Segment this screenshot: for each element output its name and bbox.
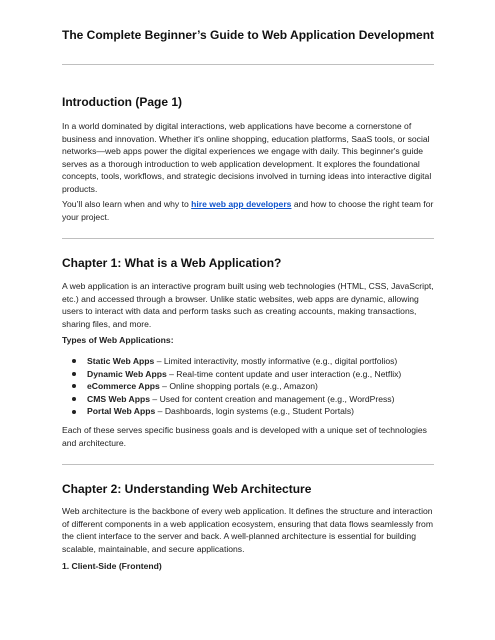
hire-web-app-developers-link[interactable]: hire web app developers [191, 199, 292, 209]
document-title: The Complete Beginner’s Guide to Web Application Development [62, 28, 435, 42]
type-name: Dynamic Web Apps [87, 368, 167, 379]
chapter1-heading: Chapter 1: What is a Web Application? [62, 256, 282, 270]
chapter1-paragraph: A web application is an interactive program built using web technologies (HTML, CSS, JavaScript, etc.) and accessed through a browser. Unlike static websites, web apps are dynamic, allowing users to interact with data and perform tasks such as creating accounts, making transactions, sharing files, and more. [62, 281, 434, 329]
type-name: CMS Web Apps [87, 393, 151, 404]
bullet-icon [72, 397, 76, 401]
bullet-icon [72, 410, 76, 414]
list-item [62, 355, 442, 368]
hire-text-before: You’ll also learn when and why to [62, 199, 192, 209]
type-desc: – Limited interactivity, mostly informative (e.g., digital portfolios) [154, 356, 398, 366]
intro-hire-paragraph [62, 198, 438, 223]
divider [62, 238, 434, 239]
list-item [62, 393, 442, 406]
type-name: eCommerce Apps [87, 381, 160, 392]
bullet-icon [72, 372, 76, 376]
chapter2-heading: Chapter 2: Understanding Web Architecture [62, 482, 312, 496]
intro-paragraph: In a world dominated by digital interactions, web applications have become a cornerstone of business and innovation. Whether it's online shopping, education platforms, SaaS tools, or social networks—web apps power the digital experiences we engage with daily. This beginner's guide serves as a thorough introduction to web application development. It explores the foundational concepts, tools, workflows, and strategic decisions involved in turning ideas into interactive digital products. [62, 121, 432, 194]
hire-text-after: and how to choose the right team for your project. [62, 199, 434, 222]
chapter2-paragraph: Web architecture is the backbone of every web application. It defines the structure and interaction of different components in a web application ecosystem, ensuring that data flows seamlessly from the client interface to the server and back. A well-planned architecture is essential for building scalable, maintainable, and secure applications. [62, 506, 433, 554]
list-item [62, 380, 442, 393]
types-heading: Types of Web Applications: [62, 335, 174, 345]
bullet-icon [72, 384, 76, 388]
chapter1-closing-paragraph: Each of these serves specific business goals and is developed with a unique set of technologies and architecture. [62, 425, 427, 448]
bullet-icon [72, 359, 76, 363]
type-desc: – Online shopping portals (e.g., Amazon) [159, 381, 318, 392]
list-item [62, 405, 442, 418]
client-side-subheading: 1. Client-Side (Frontend) [62, 561, 162, 571]
type-name: Portal Web Apps [87, 406, 156, 417]
types-list [62, 355, 442, 418]
type-desc: – Real-time content update and user interaction (e.g., Netflix) [166, 368, 402, 379]
divider [62, 64, 434, 65]
divider [62, 464, 434, 465]
list-item [62, 368, 442, 381]
intro-heading: Introduction (Page 1) [62, 95, 182, 109]
type-name: Static Web Apps [87, 356, 155, 366]
type-desc: – Used for content creation and management (e.g., WordPress) [150, 393, 395, 404]
type-desc: – Dashboards, login systems (e.g., Student Portals) [155, 406, 354, 417]
